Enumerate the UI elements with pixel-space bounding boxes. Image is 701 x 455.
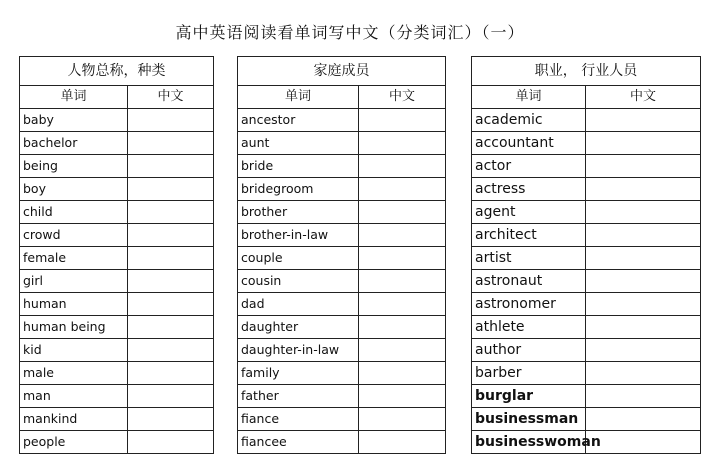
word-cell: family [238,362,359,385]
word-cell: fiance [238,408,359,431]
word-cell: couple [238,247,359,270]
column-gap [214,201,238,224]
column-gap [214,385,238,408]
chinese-answer-cell[interactable] [359,178,446,201]
column-gap [446,57,472,86]
page-title: 高中英语阅读看单词写中文（分类词汇）（一） [175,23,525,42]
word-cell: father [238,385,359,408]
word-cell: child [20,201,128,224]
word-cell: businessman [472,408,586,431]
chinese-answer-cell[interactable] [128,339,214,362]
chinese-answer-cell[interactable] [586,385,701,408]
column-gap [214,155,238,178]
word-cell: dad [238,293,359,316]
word-cell: author [472,339,586,362]
chinese-answer-cell[interactable] [128,201,214,224]
column-gap [446,86,472,109]
word-cell: athlete [472,316,586,339]
header-word: 单词 [238,86,359,109]
word-cell: daughter-in-law [238,339,359,362]
word-cell: barber [472,362,586,385]
word-cell: daughter [238,316,359,339]
table-row [20,132,701,155]
chinese-answer-cell[interactable] [128,270,214,293]
table-row [20,270,701,293]
chinese-answer-cell[interactable] [128,293,214,316]
chinese-answer-cell[interactable] [586,132,701,155]
category-occupation: 职业， 行业人员 [472,57,701,86]
table-row [20,316,701,339]
word-cell: fiancee [238,431,359,454]
column-gap [214,247,238,270]
column-gap [446,109,472,132]
chinese-answer-cell[interactable] [128,431,214,454]
word-cell: accountant [472,132,586,155]
table-row [20,247,701,270]
table-row [20,109,701,132]
column-gap [446,270,472,293]
chinese-answer-cell[interactable] [586,293,701,316]
chinese-answer-cell[interactable] [128,155,214,178]
word-cell: burglar [472,385,586,408]
column-gap [446,293,472,316]
chinese-answer-cell[interactable] [128,224,214,247]
chinese-answer-cell[interactable] [586,224,701,247]
table-row [20,293,701,316]
chinese-answer-cell[interactable] [359,408,446,431]
vocabulary-table [19,56,701,454]
chinese-answer-cell[interactable] [359,362,446,385]
column-gap [446,155,472,178]
chinese-answer-cell[interactable] [586,155,701,178]
column-gap [446,132,472,155]
word-cell: boy [20,178,128,201]
chinese-answer-cell[interactable] [359,201,446,224]
word-cell: human being [20,316,128,339]
header-word: 单词 [472,86,586,109]
table-row [20,224,701,247]
column-gap [214,57,238,86]
column-gap [446,385,472,408]
column-gap [446,316,472,339]
chinese-answer-cell[interactable] [586,178,701,201]
word-cell: man [20,385,128,408]
chinese-answer-cell[interactable] [359,385,446,408]
table-row [20,362,701,385]
chinese-answer-cell[interactable] [359,339,446,362]
word-cell: actress [472,178,586,201]
table-row [20,408,701,431]
word-cell: brother-in-law [238,224,359,247]
column-gap [214,178,238,201]
chinese-answer-cell[interactable] [128,178,214,201]
chinese-answer-cell[interactable] [128,132,214,155]
table-row [20,385,701,408]
chinese-answer-cell[interactable] [359,109,446,132]
chinese-answer-cell[interactable] [359,155,446,178]
table-row [20,201,701,224]
chinese-answer-cell[interactable] [586,408,701,431]
word-cell: actor [472,155,586,178]
word-cell: mankind [20,408,128,431]
table-row [20,339,701,362]
column-gap [446,431,472,454]
column-gap [446,178,472,201]
header-row [20,86,701,109]
chinese-answer-cell[interactable] [586,270,701,293]
word-cell: astronaut [472,270,586,293]
word-cell: kid [20,339,128,362]
column-gap [446,201,472,224]
word-cell: people [20,431,128,454]
column-gap [446,224,472,247]
column-gap [214,86,238,109]
word-cell: businesswoman [472,431,586,454]
column-gap [214,270,238,293]
table-row [20,431,701,454]
column-gap [214,431,238,454]
word-cell: ancestor [238,109,359,132]
word-cell: architect [472,224,586,247]
header-chinese: 中文 [128,86,214,109]
word-cell: crowd [20,224,128,247]
word-cell: bridegroom [238,178,359,201]
word-cell: brother [238,201,359,224]
chinese-answer-cell[interactable] [128,316,214,339]
header-word: 单词 [20,86,128,109]
column-gap [446,362,472,385]
chinese-answer-cell[interactable] [359,431,446,454]
column-gap [214,293,238,316]
word-cell: human [20,293,128,316]
word-cell: academic [472,109,586,132]
column-gap [214,362,238,385]
chinese-answer-cell[interactable] [586,316,701,339]
category-people: 人物总称，种类 [20,57,214,86]
column-gap [214,109,238,132]
word-cell: baby [20,109,128,132]
table-row [20,155,701,178]
word-cell: aunt [238,132,359,155]
word-cell: cousin [238,270,359,293]
chinese-answer-cell[interactable] [586,109,701,132]
column-gap [446,339,472,362]
chinese-answer-cell[interactable] [359,224,446,247]
column-gap [214,224,238,247]
word-cell: agent [472,201,586,224]
word-cell: being [20,155,128,178]
chinese-answer-cell[interactable] [359,247,446,270]
column-gap [214,132,238,155]
chinese-answer-cell[interactable] [586,362,701,385]
chinese-answer-cell[interactable] [128,385,214,408]
chinese-answer-cell[interactable] [586,247,701,270]
word-cell: female [20,247,128,270]
column-gap [446,408,472,431]
chinese-answer-cell[interactable] [359,293,446,316]
word-cell: bride [238,155,359,178]
category-row [20,57,701,86]
column-gap [214,339,238,362]
chinese-answer-cell[interactable] [586,201,701,224]
word-cell: girl [20,270,128,293]
word-cell: artist [472,247,586,270]
header-chinese: 中文 [359,86,446,109]
category-family: 家庭成员 [238,57,446,86]
word-cell: bachelor [20,132,128,155]
table-row [20,178,701,201]
chinese-answer-cell[interactable] [128,109,214,132]
chinese-answer-cell[interactable] [359,132,446,155]
word-cell: male [20,362,128,385]
column-gap [446,247,472,270]
column-gap [214,408,238,431]
chinese-answer-cell[interactable] [586,339,701,362]
word-cell: astronomer [472,293,586,316]
chinese-answer-cell[interactable] [359,270,446,293]
chinese-answer-cell[interactable] [359,316,446,339]
chinese-answer-cell[interactable] [128,362,214,385]
chinese-answer-cell[interactable] [586,431,701,454]
chinese-answer-cell[interactable] [128,408,214,431]
column-gap [214,316,238,339]
chinese-answer-cell[interactable] [128,247,214,270]
header-chinese: 中文 [586,86,701,109]
